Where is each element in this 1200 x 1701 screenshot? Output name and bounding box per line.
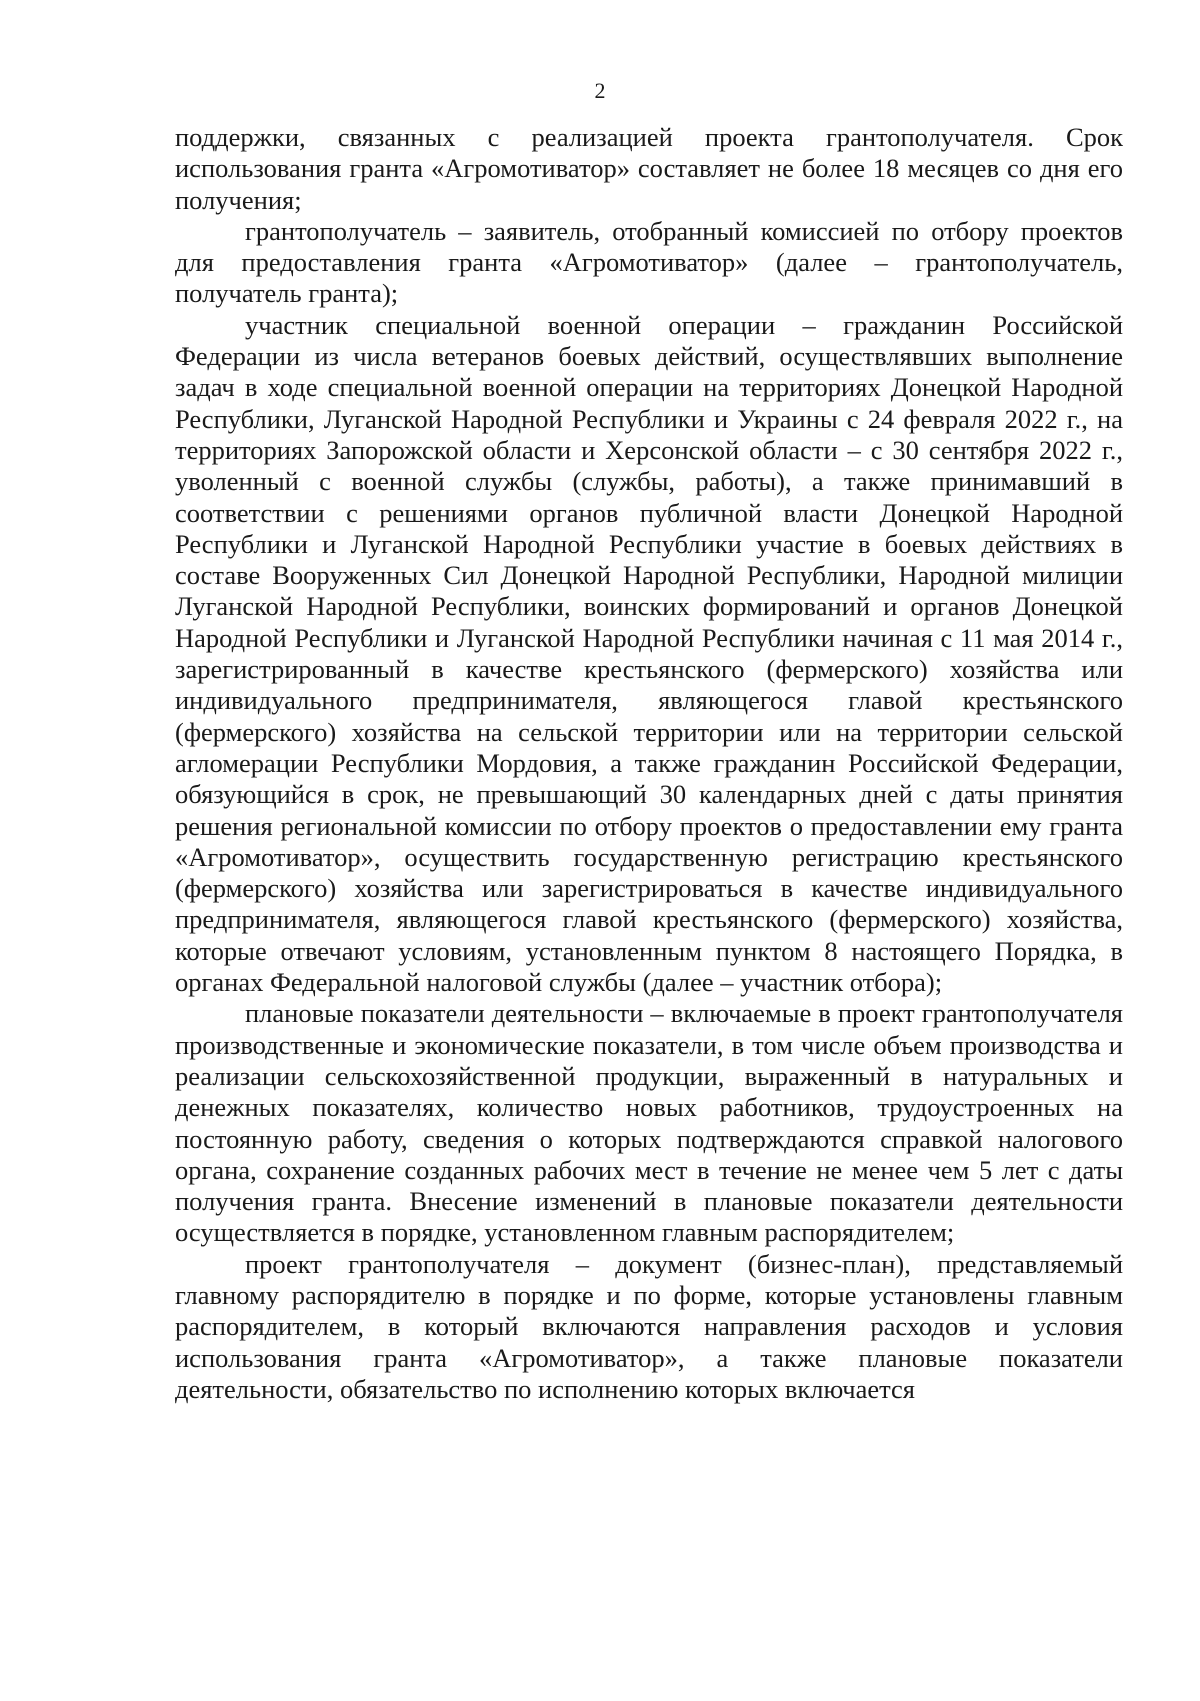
page-number: 2: [594, 78, 606, 103]
paragraph-definition-svo-participant: участник специальной военной операции – гражданин Российской Федерации из числа ветеранов боевых действий, осуществлявших выполнение задач в ходе специальной военной операции на территориях Донецкой Народной Республики, Луганской Народной Республики и Украины с 24 февраля 2022 г., на территориях Запорожской области и Херсонской области – с 30 сентября 2022 г., уволенный с военной службы (службы, работы), а также принимавший в соответствии с решениями органов публичной власти Донецкой Народной Республики и Луганской Народной Республики участие в боевых действиях в составе Вооруженных Сил Донецкой Народной Республики, Народной милиции Луганской Народной Республики, воинских формирований и органов Донецкой Народной Республики и Луганской Народной Республики начиная с 11 мая 2014 г., зарегистрированный в качестве крестьянского (фермерского) хозяйства или индивидуального предпринимателя, являющегося главой крестьянского (фермерского) хозяйства на сельской территории или на территории сельской агломерации Республики Мордовия, а также гражданин Российской Федерации, обязующийся в срок, не превышающий 30 календарных дней с даты принятия решения региональной комиссии по отбору проектов о предоставлении ему гранта «Агромотиватор», осуществить государственную регистрацию крестьянского (фермерского) хозяйства или зарегистрироваться в качестве индивидуального предпринимателя, являющегося главой крестьянского (фермерского) хозяйства, которые отвечают условиям, установленным пунктом 8 настоящего Порядка, в органах Федеральной налоговой службы (далее – участник отбора);: [175, 309, 1123, 998]
paragraph-continuation: поддержки, связанных с реализацией проекта грантополучателя. Срок использования гранта «Агромотиватор» составляет не более 18 месяцев со дня его получения;: [175, 122, 1123, 215]
paragraph-definition-recipient-project: проект грантополучателя – документ (бизнес-план), представляемый главному распорядителю в порядке и по форме, которые установлены главным распорядителем, в который включаются направления расходов и условия использования гранта «Агромотиватор», а также плановые показатели деятельности, обязательство по исполнению которых включается: [175, 1248, 1123, 1404]
paragraph-definition-planned-indicators: плановые показатели деятельности – включаемые в проект грантополучателя производственные и экономические показатели, в том числе объем производства и реализации сельскохозяйственной продукции, выраженный в натуральных и денежных показателях, количество новых работников, трудоустроенных на постоянную работу, сведения о которых подтверждаются справкой налогового органа, сохранение созданных рабочих мест в течение не менее чем 5 лет с даты получения гранта. Внесение изменений в плановые показатели деятельности осуществляется в порядке, установленном главным распорядителем;: [175, 998, 1123, 1248]
paragraph-definition-grant-recipient: грантополучатель – заявитель, отобранный комиссией по отбору проектов для предоставления гранта «Агромотиватор» (далее – грантополучатель, получатель гранта);: [175, 215, 1123, 309]
document-body: [175, 122, 1123, 1405]
